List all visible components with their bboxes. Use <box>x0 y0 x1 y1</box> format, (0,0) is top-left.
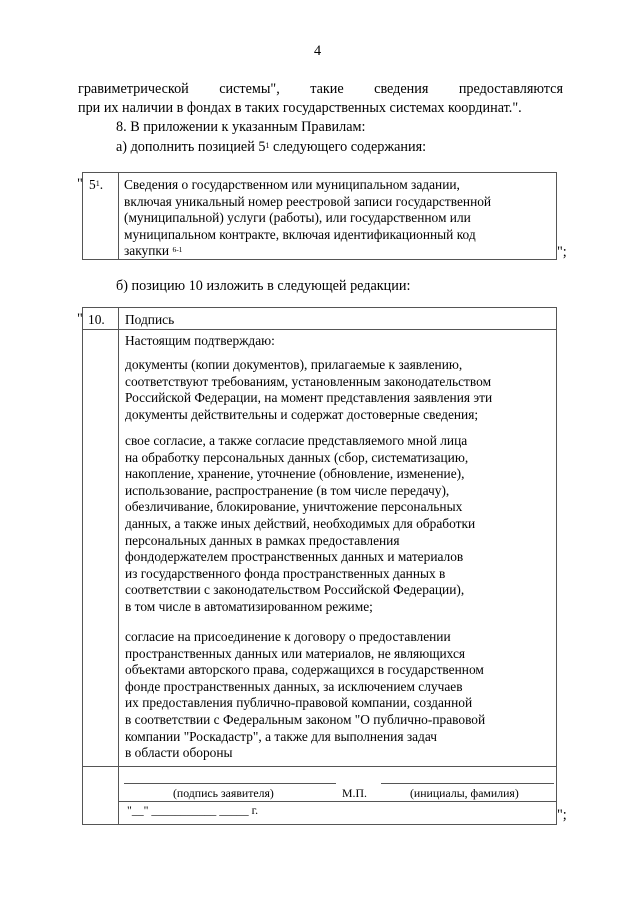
table2-para-3 <box>125 629 485 762</box>
para-line: соответствии с законодательством Российской Федерации), <box>125 582 465 598</box>
table1-line: Сведения о государственном или муниципальном задании, <box>124 177 460 192</box>
intro-word: такие <box>310 81 344 97</box>
signature-line <box>124 783 336 784</box>
stamp-label: М.П. <box>342 786 367 800</box>
item-8: 8. В приложении к указанным Правилам: <box>116 119 366 135</box>
intro-word: гравиметрической <box>78 81 189 97</box>
table2-confirm: Настоящим подтверждаю: <box>125 333 275 348</box>
table1-line: включая уникальный номер реестровой записи государственной <box>124 193 492 209</box>
table2-close: "; <box>557 807 567 823</box>
intro-line-1 <box>78 80 563 98</box>
table1-line: (муниципальной) услуги (работы), или государственном или <box>124 210 471 226</box>
table1-line: закупки $^{6-1}$ <box>124 243 183 259</box>
para-line: использование, распространение (в том числе передачу), <box>125 482 450 498</box>
table2-para-1 <box>125 357 492 423</box>
para-line: соответствуют требованиям, установленным законодательством <box>125 373 492 389</box>
para-line: обезличивание, блокирование, уничтожение персональных <box>125 499 463 515</box>
para-line: фондодержателем пространственных данных и материалов <box>125 549 464 565</box>
intro-word: предоставляются <box>458 81 563 97</box>
table1-line: муниципальном контракте, включая идентификационный код <box>124 226 476 242</box>
table2-para-2 <box>125 433 475 616</box>
intro-word: системы", <box>219 81 280 97</box>
para-line: документы (копии документов), прилагаемые к заявлению, <box>125 357 463 372</box>
item-a-text: а) дополнить позицией 5 <box>116 139 266 155</box>
para-line: данных, а также иных действий, необходимых для обработки <box>125 515 476 531</box>
table2-row-line-2 <box>82 766 557 767</box>
table1-number: $5^1$. <box>89 177 104 192</box>
intro-line-2: при их наличии в фондах в таких государственных системах координат.". <box>78 100 522 116</box>
signature-label: (подпись заявителя) <box>173 786 274 800</box>
para-line: персональных данных в рамках предоставления <box>125 532 400 548</box>
table2-number: 10. <box>88 312 105 327</box>
para-line: фонде пространственных данных, за исключением случаев <box>125 678 463 694</box>
table1-divider <box>118 172 119 260</box>
para-line: пространственных данных или материалов, не являющихся <box>125 645 466 661</box>
para-line: компании "Роскадастр", а также для выполнения задач <box>125 728 438 744</box>
date-line: "__" ___________ _____ г. <box>127 803 259 817</box>
para-line: их предоставления публично-правовой компании, созданной <box>125 695 473 711</box>
table1-close: "; <box>557 244 567 260</box>
para-line: накопление, хранение, уточнение (обновление, изменение), <box>125 466 465 482</box>
para-line: в области обороны <box>125 745 233 761</box>
para-line: в том числе в автоматизированном режиме; <box>125 598 373 614</box>
item-a-superscript: 1 <box>265 141 270 150</box>
para-line: из государственного фонда пространственных данных в <box>125 565 446 581</box>
para-line: Российской Федерации, на момент представления заявления эти <box>125 390 493 406</box>
table2-open-quote: " <box>77 311 83 327</box>
signature-row-line <box>118 801 557 802</box>
para-line: на обработку персональных данных (сбор, систематизацию, <box>125 449 469 465</box>
table1-content <box>124 177 491 260</box>
item-a-text-end: следующего содержания: <box>269 139 427 155</box>
intro-word: сведения <box>374 81 429 97</box>
item-b: б) позицию 10 изложить в следующей редакции: <box>116 278 411 294</box>
page-number: 4 <box>314 43 322 59</box>
table2-divider <box>118 307 119 825</box>
table1-open-quote: " <box>77 176 83 192</box>
para-line: согласие на присоединение к договору о предоставлении <box>125 629 451 644</box>
para-line: свое согласие, а также согласие представляемого мной лица <box>125 433 468 448</box>
para-line: документы действительны и содержат достоверные сведения; <box>125 406 479 422</box>
table2-row-line-1 <box>82 329 557 330</box>
para-line: объектами авторского права, содержащихся в государственном <box>125 662 484 678</box>
name-label: (инициалы, фамилия) <box>410 786 519 800</box>
item-a <box>116 138 426 156</box>
name-line <box>381 783 554 784</box>
para-line: в соответствии с Федеральным законом "О публично-правовой <box>125 711 486 727</box>
table2-header: Подпись <box>125 312 175 327</box>
